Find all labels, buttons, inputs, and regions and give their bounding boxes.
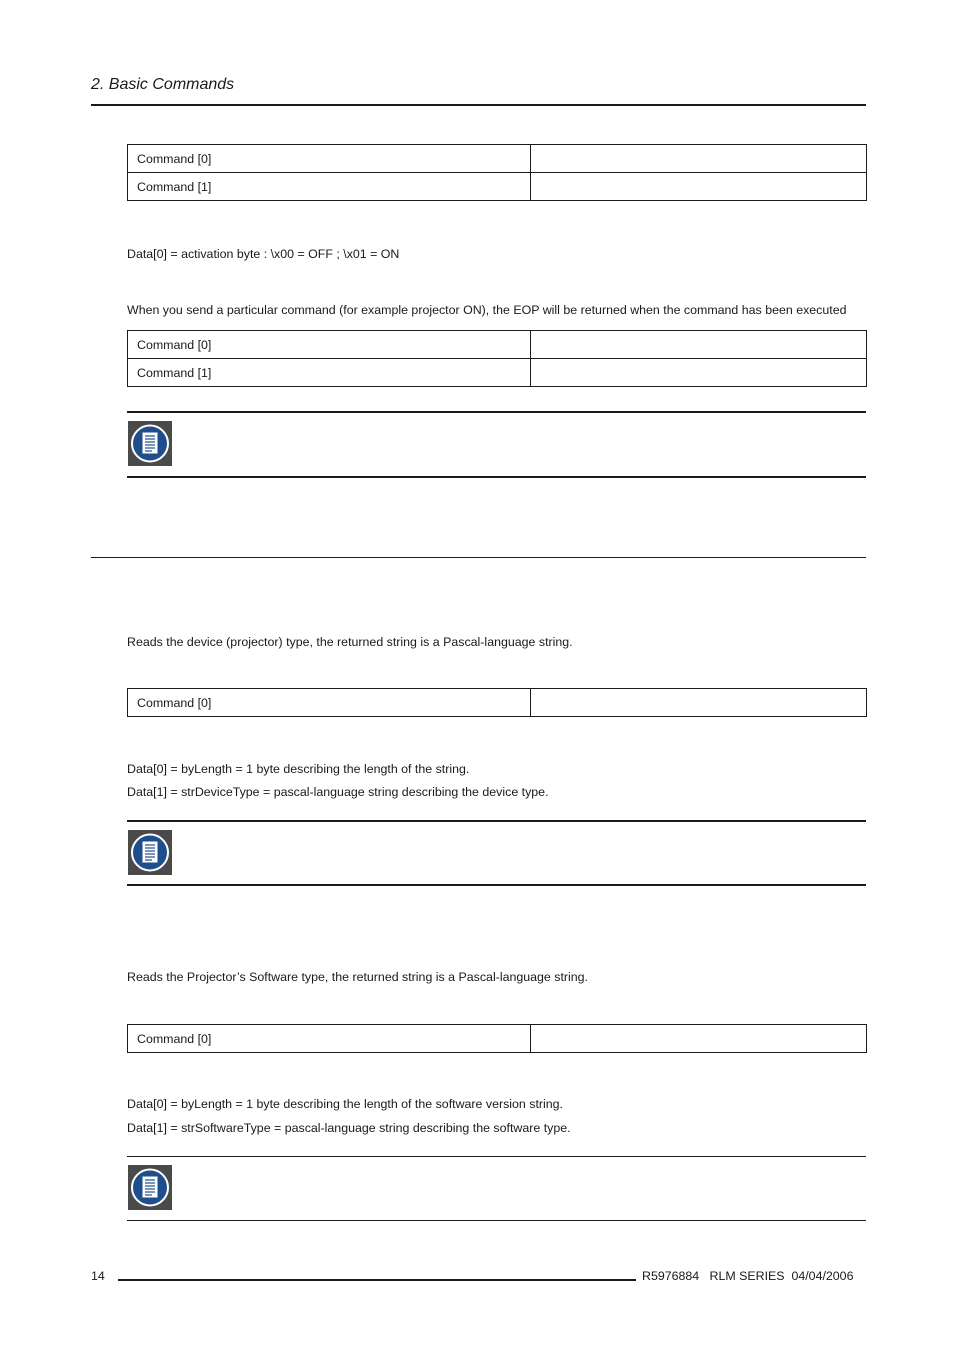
note-top-rule bbox=[127, 820, 866, 822]
paragraph: When you send a particular command (for example projector ON), the EOP will be returned when the command has been executed bbox=[127, 303, 847, 317]
document-reference: R5976884 RLM SERIES 04/04/2006 bbox=[642, 1269, 854, 1283]
data-description: Data[0] = activation byte : \x00 = OFF ; \x01 = ON bbox=[127, 247, 400, 261]
command-table-2 bbox=[127, 330, 867, 387]
table-row bbox=[128, 1025, 867, 1053]
command-table-4 bbox=[127, 1024, 867, 1053]
data-description: Data[1] = strDeviceType = pascal-language string describing the device type. bbox=[127, 785, 549, 799]
note-bottom-rule bbox=[127, 1220, 866, 1221]
note-bottom-rule bbox=[127, 884, 866, 886]
table-cell-value bbox=[531, 359, 867, 387]
table-cell-value bbox=[531, 145, 867, 173]
table-cell-value bbox=[531, 331, 867, 359]
note-bottom-rule bbox=[127, 476, 866, 478]
table-cell-value bbox=[531, 173, 867, 201]
paragraph: Reads the Projector’s Software type, the returned string is a Pascal-language string. bbox=[127, 970, 588, 984]
command-table-1 bbox=[127, 144, 867, 201]
header-rule bbox=[91, 104, 866, 106]
table-row bbox=[128, 331, 867, 359]
table-cell-label: Command [0] bbox=[128, 145, 531, 173]
table-row bbox=[128, 359, 867, 387]
table-row bbox=[128, 689, 867, 717]
footer-rule bbox=[118, 1279, 636, 1281]
section-divider bbox=[91, 557, 866, 558]
data-description: Data[0] = byLength = 1 byte describing the length of the string. bbox=[127, 762, 470, 776]
table-cell-label: Command [1] bbox=[128, 173, 531, 201]
data-description: Data[1] = strSoftwareType = pascal-language string describing the software type. bbox=[127, 1121, 571, 1135]
paragraph: Reads the device (projector) type, the returned string is a Pascal-language string. bbox=[127, 635, 573, 649]
data-description: Data[0] = byLength = 1 byte describing the length of the software version string. bbox=[127, 1097, 564, 1111]
table-cell-value bbox=[531, 1025, 867, 1053]
note-top-rule bbox=[127, 1156, 866, 1157]
table-cell-label: Command [1] bbox=[128, 359, 531, 387]
page-header-title: 2. Basic Commands bbox=[91, 76, 235, 93]
command-table-3 bbox=[127, 688, 867, 717]
note-top-rule bbox=[127, 411, 866, 413]
page-number: 14 bbox=[91, 1269, 105, 1283]
table-row bbox=[128, 173, 867, 201]
note-document-icon bbox=[128, 421, 172, 466]
table-cell-value bbox=[531, 689, 867, 717]
note-document-icon bbox=[128, 830, 172, 875]
table-cell-label: Command [0] bbox=[128, 331, 531, 359]
table-row bbox=[128, 145, 867, 173]
table-cell-label: Command [0] bbox=[128, 1025, 531, 1053]
note-document-icon bbox=[128, 1165, 172, 1210]
table-cell-label: Command [0] bbox=[128, 689, 531, 717]
